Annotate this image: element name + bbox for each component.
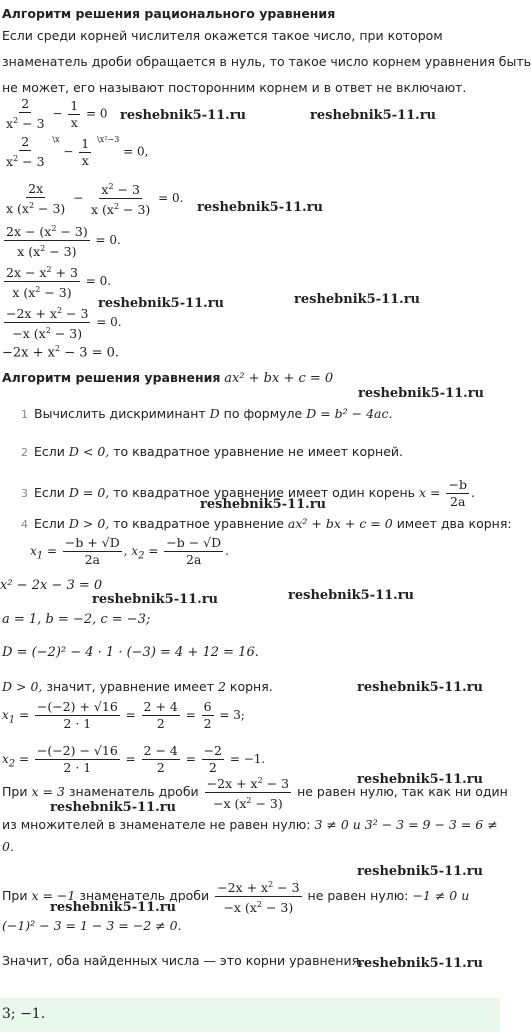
step-math: D xyxy=(209,406,220,421)
check-math: −1 ≠ 0 и xyxy=(412,888,470,904)
equation-5: $\frac{2x - x^2 + 3}{x (x^2 - 3)}$ = 0. xyxy=(6,265,112,301)
answer-box xyxy=(0,998,500,1032)
check-fraction: $\frac{-2x + x^2 - 3}{-x (x^2 - 3)}$ xyxy=(206,776,290,812)
equation-2: $\frac{2}{x^2 - 3}$ $^{\backslash x}$ − $\frac{1}{x}$ $^{\backslash x^2-3}$ = 0, xyxy=(6,134,149,170)
check-text: не равен нулю, так как ни один xyxy=(297,784,508,800)
check-text: знаменатель дроби xyxy=(79,888,210,904)
watermark: reshebnik5-11.ru xyxy=(197,200,324,215)
watermark: reshebnik5-11.ru xyxy=(98,296,225,311)
heading-quadratic xyxy=(2,370,333,386)
step-text: Если xyxy=(34,485,65,500)
check-math: x = 3 xyxy=(31,784,65,800)
step-1 xyxy=(6,404,392,425)
step-text: Если xyxy=(34,516,65,531)
paragraph-line-1: Если среди корней числителя окажется такое число, при котором xyxy=(2,28,443,43)
step-text: то квадратное уравнение не имеет корней. xyxy=(113,444,404,459)
step-math: ax² + bx + c = 0 xyxy=(287,516,393,531)
watermark: reshebnik5-11.ru xyxy=(357,864,484,879)
dpos-math: D > 0, xyxy=(2,679,43,694)
step-math: x = xyxy=(419,485,441,500)
root-fraction: $\frac{-b}{2a}$ xyxy=(448,477,467,509)
equation-1: $\frac{2}{x^2 - 3}$ − $\frac{1}{x}$ = 0 xyxy=(6,96,108,132)
root-x2: $x_2$ = $\frac{-(-2) - √16}{2 \cdot 1}$ = $\frac{2 - 4}{2}$ = $\frac{-2}{2}$ = −1. xyxy=(2,743,266,775)
watermark: reshebnik5-11.ru xyxy=(357,680,484,695)
check-text: из множителей в знаменателе не равен нулю: xyxy=(2,817,311,832)
step-text: то квадратное уравнение xyxy=(113,516,284,531)
x2-result: = −1. xyxy=(229,752,266,766)
watermark: reshebnik5-11.ru xyxy=(120,108,247,123)
step-number: 3 xyxy=(21,487,28,500)
watermark: reshebnik5-11.ru xyxy=(92,592,219,607)
coefficients: a = 1, b = −2, c = −3; xyxy=(2,612,151,627)
watermark: reshebnik5-11.ru xyxy=(288,588,415,603)
step-math: D < 0, xyxy=(68,444,110,459)
check-text: не равен нулю: xyxy=(307,888,409,904)
check-text: При xyxy=(2,888,28,904)
check-fraction: $\frac{-2x + x^2 - 3}{-x (x^2 - 3)}$ xyxy=(217,880,300,916)
heading-quadratic-math: ax² + bx + c = 0 xyxy=(224,371,334,386)
step-text: по формуле xyxy=(223,406,303,421)
step-text: Если xyxy=(34,444,65,459)
watermark: reshebnik5-11.ru xyxy=(200,497,327,512)
dpos-text: значит, уравнение имеет xyxy=(46,679,214,694)
step-4 xyxy=(6,514,512,535)
step-3: 3 Если D = 0, то квадратное уравнение имеет один корень x = $\frac{-b}{2a}$ . xyxy=(6,478,475,509)
dpos-count: 2 xyxy=(217,679,226,694)
discriminant-positive xyxy=(2,677,273,697)
step-number: 2 xyxy=(21,446,28,459)
x1-result: = 3; xyxy=(219,708,245,722)
watermark: reshebnik5-11.ru xyxy=(358,386,485,401)
check-xm1-line2: (−1)² − 3 = 1 − 3 = −2 ≠ 0. xyxy=(2,918,182,933)
watermark: reshebnik5-11.ru xyxy=(50,800,177,815)
step-text: то квадратное уравнение имеет один корень xyxy=(113,485,416,500)
check-math: x = −1 xyxy=(31,888,76,904)
step-text: Вычислить дискриминант xyxy=(34,406,206,421)
step-2 xyxy=(6,442,403,463)
check-math: 3 ≠ 0 и 3² − 3 = 9 − 3 = 6 ≠ xyxy=(314,817,498,832)
equation-6: $\frac{-2x + x^2 - 3}{-x (x^2 - 3)}$ = 0. xyxy=(6,306,122,342)
answer: 3; −1. xyxy=(2,1006,46,1022)
equation-7: $-2x + x^2 - 3 = 0$. xyxy=(2,344,120,361)
heading-rational: Алгоритм решения рационального уравнения xyxy=(2,6,336,21)
two-roots-formula: $x_1$ = $\frac{-b + √D}{2a}$ , $x_2$ = $\frac{-b - √D}{2a}$ . xyxy=(30,535,229,567)
check-x3-line3: 0. xyxy=(2,839,14,854)
step-math: D = b² − 4ac. xyxy=(306,406,393,421)
watermark: reshebnik5-11.ru xyxy=(50,900,177,915)
dpos-text-end: корня. xyxy=(229,679,273,694)
watermark: reshebnik5-11.ru xyxy=(357,772,484,787)
conclusion: Значит, оба найденных числа — это корни уравнения. xyxy=(2,953,364,968)
heading-quadratic-text: Алгоритм решения уравнения xyxy=(2,370,221,385)
watermark: reshebnik5-11.ru xyxy=(310,108,437,123)
check-text: знаменатель дроби xyxy=(68,784,199,800)
check-text: При xyxy=(2,784,28,800)
step-text: имеет два корня: xyxy=(396,516,512,531)
step-math: D > 0, xyxy=(68,516,110,531)
paragraph-line-2: знаменатель дроби обращается в нуль, то такое число корнем уравнения быть xyxy=(2,54,531,69)
quadratic-equation: x² − 2x − 3 = 0 xyxy=(0,578,103,593)
equation-4: $\frac{2x - (x^2 - 3)}{x (x^2 - 3)}$ = 0. xyxy=(6,224,121,260)
step-number: 1 xyxy=(21,408,28,421)
equation-3: $\frac{2x}{x (x^2 - 3)}$ − $\frac{x^2 - 3}{x (x^2 - 3)}$ = 0. xyxy=(6,180,184,218)
watermark: reshebnik5-11.ru xyxy=(294,292,421,307)
root-x1: $x_1$ = $\frac{-(-2) + √16}{2 \cdot 1}$ = $\frac{2 + 4}{2}$ = $\frac{6}{2}$ = 3; xyxy=(2,699,245,731)
check-x3-line2 xyxy=(2,815,498,835)
step-number: 4 xyxy=(21,518,28,531)
discriminant: D = (−2)² − 4 · 1 · (−3) = 4 + 12 = 16. xyxy=(2,645,259,660)
watermark: reshebnik5-11.ru xyxy=(357,956,484,971)
step-math: D = 0, xyxy=(68,485,110,500)
paragraph-line-3: не может, его называют посторонним корнем и в ответ не включают. xyxy=(2,80,467,95)
